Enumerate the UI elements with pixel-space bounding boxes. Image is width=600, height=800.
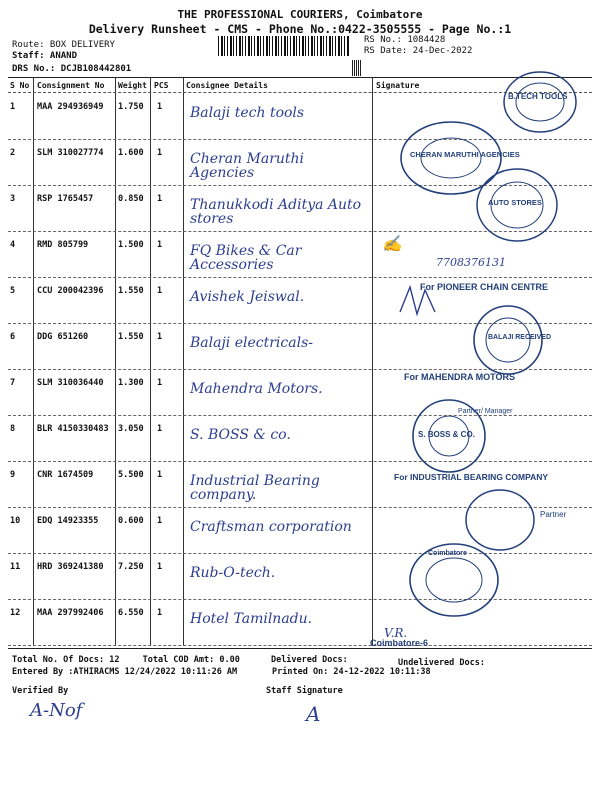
row-consignee-handwritten: Avishek Jeiswal. bbox=[190, 289, 305, 305]
stamp-text: For PIONEER CHAIN CENTRE bbox=[420, 282, 549, 292]
row-sno: 1 bbox=[10, 102, 16, 112]
row-pcs: 1 bbox=[157, 102, 163, 112]
row-pcs: 1 bbox=[157, 240, 163, 250]
company-title: THE PROFESSIONAL COURIERS, Coimbatore bbox=[177, 8, 423, 21]
row-consignment: MAA 294936949 bbox=[37, 102, 104, 112]
staff-signature-label: Staff Signature bbox=[266, 686, 343, 696]
row-pcs: 1 bbox=[157, 332, 163, 342]
drs-number: DRS No.: DCJB108442801 bbox=[12, 64, 132, 74]
runsheet-subtitle: Delivery Runsheet - CMS - Phone No.:0422-3505555 - Page No.:1 bbox=[88, 22, 512, 36]
row-consignment: BLR 4150330483 bbox=[37, 424, 109, 434]
row-weight: 1.600 bbox=[118, 148, 144, 158]
row-sno: 11 bbox=[10, 562, 21, 572]
row-sno: 4 bbox=[10, 240, 16, 250]
row-sno: 9 bbox=[10, 470, 16, 480]
row-consignment: HRD 369241380 bbox=[37, 562, 104, 572]
row-pcs: 1 bbox=[157, 378, 163, 388]
total-cod: Total COD Amt: 0.00 bbox=[142, 655, 240, 665]
table-row bbox=[8, 554, 592, 600]
rs-date: RS Date: 24-Dec-2022 bbox=[364, 46, 473, 56]
stamp-phone: 7708376131 bbox=[436, 256, 506, 269]
row-pcs: 1 bbox=[157, 562, 163, 572]
row-weight: 1.300 bbox=[118, 378, 144, 388]
table-row bbox=[8, 600, 592, 646]
stamp-text: For MAHENDRA MOTORS bbox=[404, 372, 515, 382]
row-sno: 12 bbox=[10, 608, 21, 618]
row-consignment: RSP 1765457 bbox=[37, 194, 94, 204]
row-sno: 8 bbox=[10, 424, 16, 434]
col-consignee: Consignee Details bbox=[186, 81, 268, 90]
row-divider bbox=[8, 645, 592, 646]
row-pcs: 1 bbox=[157, 148, 163, 158]
footer-totals bbox=[12, 655, 348, 665]
row-consignment: CNR 1674509 bbox=[37, 470, 94, 480]
row-sno: 3 bbox=[10, 194, 16, 204]
row-consignee-handwritten: Industrial Bearing company. bbox=[190, 473, 320, 503]
row-consignee-handwritten: Rub-O-tech. bbox=[190, 565, 276, 581]
row-consignment: CCU 200042396 bbox=[37, 286, 104, 296]
row-weight: 5.500 bbox=[118, 470, 144, 480]
row-weight: 0.850 bbox=[118, 194, 144, 204]
signature-scribble bbox=[395, 282, 445, 322]
stamp-text: AUTO STORES bbox=[488, 198, 542, 207]
col-weight: Weight bbox=[118, 81, 147, 90]
row-consignee-handwritten: S. BOSS & co. bbox=[190, 427, 291, 443]
row-consignment: EDQ 14923355 bbox=[37, 516, 99, 526]
col-sno: S No bbox=[10, 81, 30, 90]
row-consignee-handwritten: Balaji electricals- bbox=[190, 335, 313, 351]
row-pcs: 1 bbox=[157, 424, 163, 434]
route-label: Route: BOX DELIVERY bbox=[12, 40, 115, 50]
row-consignee-handwritten: Balaji tech tools bbox=[190, 105, 305, 121]
verified-signature: A-Nof bbox=[30, 700, 83, 721]
row-weight: 7.250 bbox=[118, 562, 144, 572]
row-consignee-handwritten: Cheran Maruthi Agencies bbox=[190, 151, 305, 181]
row-weight: 3.050 bbox=[118, 424, 144, 434]
stamp-text: Partner/ Manager bbox=[458, 408, 513, 415]
row-sno: 10 bbox=[10, 516, 21, 526]
row-consignment: MAA 297992406 bbox=[37, 608, 104, 618]
undelivered-docs: Undelivered Docs: bbox=[398, 658, 485, 668]
row-sno: 5 bbox=[10, 286, 16, 296]
signature-scribble: V.R. bbox=[384, 626, 408, 640]
total-docs: Total No. Of Docs: 12 bbox=[12, 655, 120, 665]
verified-by-label: Verified By bbox=[12, 686, 69, 696]
stamp-text: B.TECH TOOLS bbox=[508, 92, 568, 101]
barcode bbox=[218, 36, 350, 56]
row-pcs: 1 bbox=[157, 286, 163, 296]
col-signature: Signature bbox=[376, 81, 420, 90]
row-weight: 1.550 bbox=[118, 286, 144, 296]
table-row bbox=[8, 416, 592, 462]
row-weight: 6.550 bbox=[118, 608, 144, 618]
stamp-text: Coimbatore bbox=[428, 550, 467, 557]
entered-by: Entered By :ATHIRACMS 12/24/2022 10:11:26 AM bbox=[12, 667, 238, 677]
delivered-docs: Delivered Docs: bbox=[270, 655, 348, 665]
stamp-text: Coimbatore-6 bbox=[370, 638, 429, 648]
stamp-text: BALAJI RECEIVED bbox=[488, 334, 552, 341]
row-pcs: 1 bbox=[157, 470, 163, 480]
row-sno: 2 bbox=[10, 148, 16, 158]
table-bottom-rule bbox=[8, 648, 592, 649]
row-weight: 0.600 bbox=[118, 516, 144, 526]
route-block bbox=[12, 40, 131, 75]
rs-number: RS No.: 1084428 bbox=[364, 35, 446, 45]
row-sno: 7 bbox=[10, 378, 16, 388]
stamp-circle bbox=[500, 70, 580, 140]
row-consignee-handwritten: FQ Bikes & Car Accessories bbox=[190, 243, 302, 273]
row-consignment: DDG 651260 bbox=[37, 332, 89, 342]
staff-signature: A bbox=[306, 702, 321, 726]
printed-on: Printed On: 24-12-2022 10:11:38 bbox=[272, 667, 431, 677]
rs-block bbox=[364, 35, 472, 57]
row-consignment: SLM 310036440 bbox=[37, 378, 104, 388]
staff-label: Staff: ANAND bbox=[12, 51, 78, 61]
row-consignment: RMD 805799 bbox=[37, 240, 89, 250]
row-pcs: 1 bbox=[157, 194, 163, 204]
row-pcs: 1 bbox=[157, 608, 163, 618]
row-consignee-handwritten: Hotel Tamilnadu. bbox=[190, 611, 313, 627]
stamp-text: For INDUSTRIAL BEARING COMPANY bbox=[394, 472, 549, 482]
row-sno: 6 bbox=[10, 332, 16, 342]
col-consignment: Consignment No bbox=[37, 81, 105, 90]
stamp-text: S. BOSS & CO. bbox=[418, 430, 475, 439]
row-consignment: SLM 310027774 bbox=[37, 148, 104, 158]
row-weight: 1.500 bbox=[118, 240, 144, 250]
row-weight: 1.750 bbox=[118, 102, 144, 112]
stamp-text: Partner bbox=[540, 510, 567, 519]
col-pcs: PCS bbox=[154, 81, 169, 90]
row-consignee-handwritten: Thanukkodi Aditya Auto stores bbox=[190, 197, 362, 227]
row-consignee-handwritten: Craftsman corporation bbox=[190, 519, 352, 535]
barcode-fragment bbox=[352, 60, 362, 76]
signature-scribble: ✍ bbox=[382, 234, 402, 253]
row-consignee-handwritten: Mahendra Motors. bbox=[190, 381, 323, 397]
row-weight: 1.550 bbox=[118, 332, 144, 342]
stamp-text: CHERAN MARUTHI AGENCIES bbox=[410, 150, 520, 159]
row-pcs: 1 bbox=[157, 516, 163, 526]
